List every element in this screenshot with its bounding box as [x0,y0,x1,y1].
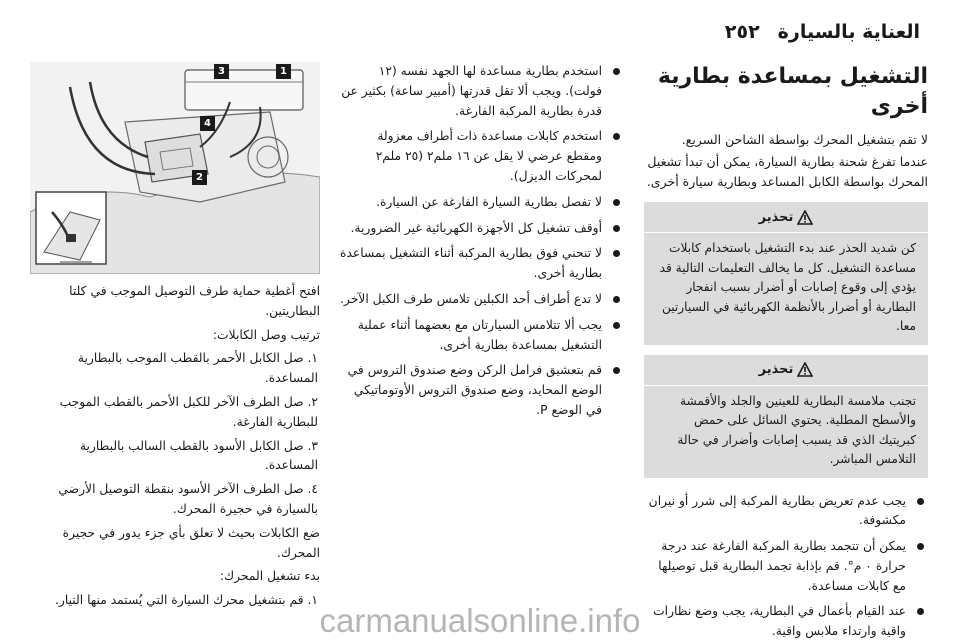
warning-header [644,355,928,385]
list-item: قم بتعشيق فرامل الركن وضع صندوق التروس في الوضع المحايد، وضع صندوق التروس الأوتوماتيكي في الوضع P. [340,361,624,420]
list-item: لا تنحني فوق بطارية المركبة أثناء التشغيل بمساعدة بطارية أخرى. [340,244,624,284]
jump-start-illustration [30,62,320,274]
callout-2: 2 [192,170,207,185]
list-item: أوقف تشغيل كل الأجهزة الكهربائية غير الضرورية. [340,219,624,239]
callout-3: 3 [214,64,229,79]
cable-steps-list [30,349,320,519]
warning-label: تحذير [758,362,794,377]
warning-divider [644,385,928,386]
list-item: استخدم كابلات مساعدة ذات أطراف معزولة ومقطع عرضي لا يقل عن ١٦ ملم٢ (٢٥ ملم٢ لمحركات الديزل). [340,127,624,186]
page-header [40,18,920,46]
list-item: يمكن أن تتجمد بطارية المركبة الفارغة عند درجة حرارة ٠ م°. قم بإذابة تجمد البطارية قبل توصيلها مع كابلات مساعدة. [644,537,928,596]
list-item: ١. صل الكابل الأحمر بالقطب الموجب بالبطارية المساعدة. [77,351,318,386]
list-item: ١. قم بتشغيل محرك السيارة التي يُستمد منها التيار. [54,593,318,608]
list-item: لا تفصل بطارية السيارة الفارغة عن السيارة. [340,193,624,213]
list-item: ٤. صل الطرف الآخر الأسود بنقطة التوصيل الأرضي بالسيارة في حجيرة المحرك. [58,482,318,516]
list-item: استخدم بطارية مساعدة لها الجهد نفسه (١٢ فولت). ويجب ألا تقل قدرتها (أمبير ساعة) بكثير عن قدرة بطارية المركبة الفارغة. [340,62,624,121]
middle-column [340,62,624,427]
warning-label: تحذير [758,209,794,225]
intro-paragraph-1: لا تقم بتشغيل المحرك بواسطة الشاحن السريع. [681,132,928,147]
left-column [30,62,320,615]
list-item: يجب عدم تعريض بطارية المركبة إلى شرر أو نيران مكشوفة. [644,492,928,532]
engine-bay-drawing [30,62,320,274]
section-title: التشغيل بمساعدة بطارية أخرى [657,64,928,119]
intro-paragraph-2: عندما تفرغ شحنة بطارية السيارة، يمكن أن تبدأ تشغيل المحرك بواسطة الكابل المساعد وبطارية سيارة أخرى. [646,154,928,189]
cables-heading: ترتيب وصل الكابلات: [212,327,320,342]
placement-note: ضع الكابلات بحيث لا تعلق بأي جزء يدور في حجيرة المحرك. [62,525,320,560]
list-item: عند القيام بأعمال في البطارية، يجب وضع نظارات واقية وارتداء ملابس واقية. [644,602,928,642]
jump-start-bullet-list [340,62,624,421]
callout-4: 4 [200,116,215,131]
warning-box-1 [644,202,928,345]
list-item: يجب ألا تتلامس السيارتان مع بعضهما أثناء عملية التشغيل بمساعدة بطارية أخرى. [340,316,624,356]
page-title: العناية بالسيارة [777,21,920,43]
warning-triangle-icon [797,210,813,225]
warning-text: تجنب ملامسة البطارية للعينين والجلد والأقمشة والأسطح المطلية. يحتوي السائل على حمض كبريتيك الذي قد يسبب إصابات وأضرار في حالة التلامس المباشر. [677,393,916,466]
start-heading: بدء تشغيل المحرك: [219,569,320,584]
warning-triangle-icon [797,362,813,377]
list-item: لا تدع أطراف أحد الكبلين تلامس طرف الكبل الآخر. [340,290,624,310]
list-item: ٣. صل الكابل الأسود بالقطب السالب بالبطارية المساعدة. [79,438,318,473]
page-number: ٢٥٢ [724,21,760,43]
list-item: ٢. صل الطرف الآخر للكبل الأحمر بالقطب الموجب للبطارية الفارغة. [59,394,318,429]
warning-box-2 [644,355,928,478]
warning-divider [644,232,928,233]
figure-caption: افتح أغطية حماية طرف التوصيل الموجب في كلتا البطاريتين. [69,284,320,318]
warning-text: كن شديد الحذر عند بدء التشغيل باستخدام كابلات مساعدة التشغيل. كل ما يخالف التعليمات التالية قد يؤدي إلى وقوع إصابات أو أضرار بسبب انفجار البطارية أو أضرار بالأنظمة الكهربائية في السيارتين معا. [659,241,916,333]
right-column [644,62,928,642]
watermark: carmanualsonline.info [319,602,641,639]
callout-1: 1 [276,64,291,79]
warning-header [644,202,928,232]
